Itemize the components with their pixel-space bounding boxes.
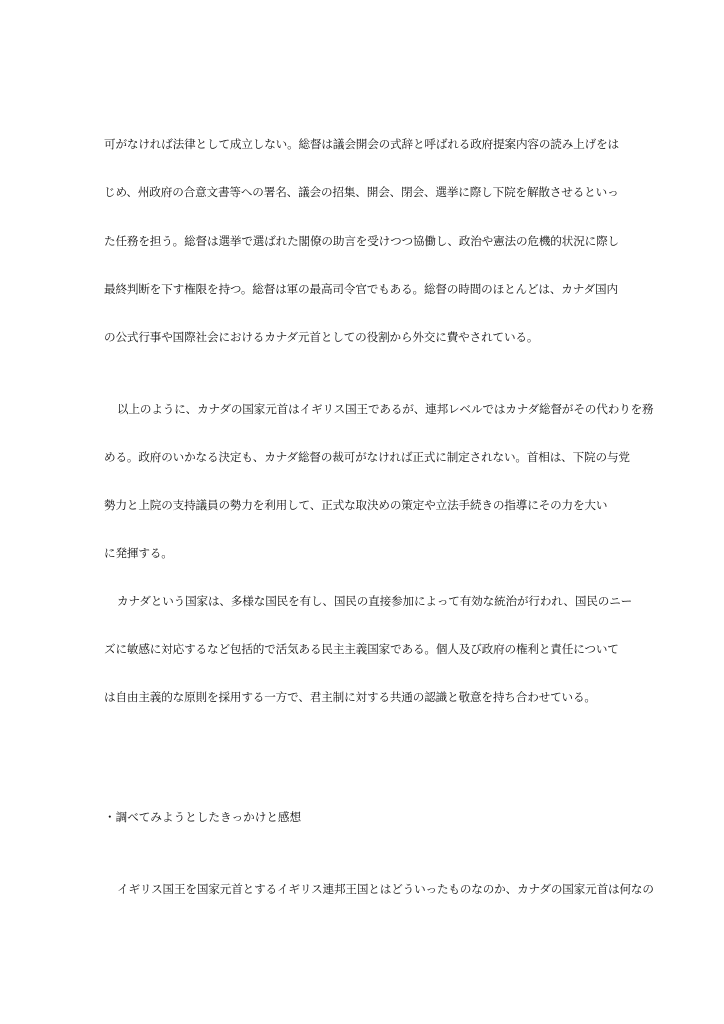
paragraph-line: た任務を担う。総督は選挙で選ばれた閣僚の助言を受けつつ協働し、政治や憲法の危機的状況に際し xyxy=(104,234,619,248)
paragraph-line: 可がなければ法律として成立しない。総督は議会開会の式辞と呼ばれる政府提案内容の読み上げをは xyxy=(104,137,619,151)
paragraph-line: 勢力と上院の支持議員の勢力を利用して、正式な取決めの策定や立法手続きの指導にその力を大い xyxy=(104,498,608,512)
paragraph-line: 以上のように、カナダの国家元首はイギリス国王であるが、連邦レベルではカナダ総督がその代わりを務 xyxy=(117,402,654,416)
paragraph-line: 最終判断を下す権限を持つ。総督は軍の最高司令官でもある。総督の時間のほとんどは、カナダ国内 xyxy=(104,282,618,296)
paragraph-line: に発揮する。 xyxy=(104,546,173,560)
paragraph-line: ズに敏感に対応するなど包括的で活気ある民主主義国家である。個人及び政府の権利と責任について xyxy=(104,642,619,656)
paragraph-line: じめ、州政府の合意文書等への署名、議会の招集、開会、閉会、選挙に際し下院を解散させるといっ xyxy=(104,185,619,199)
paragraph-line: カナダという国家は、多様な国民を有し、国民の直接参加によって有効な統治が行われ、国民のニー xyxy=(117,594,633,608)
paragraph-line: める。政府のいかなる決定も、カナダ総督の裁可がなければ正式に制定されない。首相は、下院の与党 xyxy=(104,450,630,464)
paragraph-line: イギリス国王を国家元首とするイギリス連邦王国とはどういったものなのか、カナダの国家元首は何なの xyxy=(117,882,654,896)
paragraph-line: は自由主義的な原則を採用する一方で、君主制に対する共通の認識と敬意を持ち合わせている。 xyxy=(104,690,596,704)
paragraph-line: の公式行事や国際社会におけるカナダ元首としての役割から外交に費やされている。 xyxy=(104,330,539,344)
section-heading: ・調べてみようとしたきっかけと感想 xyxy=(104,810,302,824)
